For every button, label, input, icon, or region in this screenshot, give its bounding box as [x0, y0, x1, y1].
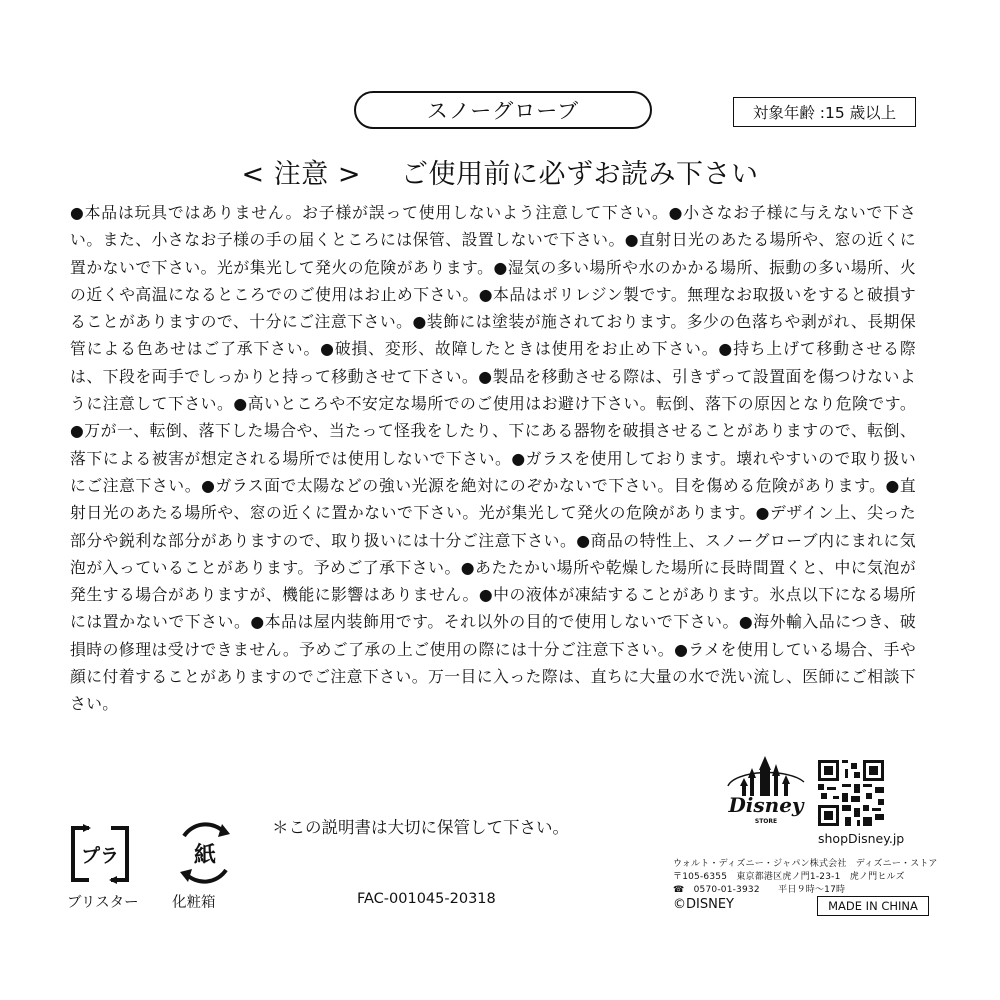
castle-logo-icon — [720, 756, 812, 826]
product-name-label — [354, 91, 652, 129]
company-phone: ☎ 0570-01-3932 平日９時～17時 — [673, 885, 846, 895]
shop-url: shopDisney.jp — [818, 831, 905, 846]
product-code: FAC-001045-20318 — [357, 891, 496, 907]
paper-recycle-icon — [172, 820, 238, 884]
logo-sub-text: STORE — [754, 818, 778, 825]
paper-label: 化粧箱 — [172, 895, 216, 911]
caution-body-text: ●本品は玩具ではありません。お子様が誤って使用しないよう注意して下さい。●小さなお子様に与えないで下さい。また、小さなお子様の手の届くところには保管、設置しないで下さい。●直射日光のあたる場所や、窓の近くに置かないで下さい。光が集光して発火の危険があります。●湿気の多い場所や水のかかる場所、振動の多い場所、火の近くや高温になるところでのご使用はお止め下さい。●本品はポリレジン製です。無理なお取扱いをすると破損することがありますので、十分にご注意下さい。●装飾には塗装が施されております。多少の色落ちや剥がれ、長期保管による色あせはご了承下さい。●破損、変形、故障したときは使用をお止め下さい。●持ち上げて移動させる際は、下段を両手でしっかりと持って移動させて下さい。●製品を移動させる際は、引きずって設置面を傷つけないように注意して下さい。●高いところや不安定な場所でのご使用はお避け下さい。転倒、落下の原因となり危険です。●万が一、転倒、落下した場合や、当たって怪我をしたり、下にある器物を破損させることがありますので、転倒、落下による被害が想定される場所では使用しないで下さい。●ガラスを使用しております。壊れやすいので取り扱いにご注意下さい。●ガラス面で太陽などの強い光源を絶対にのぞかないで下さい。目を傷める危険があります。●直射日光のあたる場所や、窓の近くに置かないで下さい。光が集光して発火の危険があります。●デザイン上、尖った部分や鋭利な部分がありますので、取り扱いには十分ご注意下さい。●商品の特性上、スノーグローブ内にまれに気泡が入っていることがあります。予めご了承下さい。●あたたかい場所や乾燥した場所に長時間置くと、中に気泡が発生する場合がありますが、機能に影響はありません。●中の液体が凍結することがあります。氷点以下になる場所には置かないで下さい。●本品は屋内装飾用です。それ以外の目的で使用しないで下さい。●海外輸入品につき、破損時の修理は受けできません。予めご了承の上ご使用の際には十分ご注意下さい。●ラメを使用している場合、手や顔に付着することがありますのでご注意下さい。万一目に入った際は、直ちに大量の水で洗い流し、医師にご相談下さい。 — [70, 203, 916, 714]
product-name: スノーグローブ — [426, 99, 580, 123]
keep-instructions-note: ＊この説明書は大切に保管して下さい。 — [272, 818, 569, 837]
logo-brand-text: Disney — [728, 793, 804, 817]
company-name: ウォルト・ディズニー・ジャパン株式会社 ディズニー・ストア — [673, 859, 938, 869]
caution-title: < 注意 > — [241, 159, 361, 190]
caution-subtitle: ご使用前に必ずお読み下さい — [400, 159, 759, 190]
company-address: 〒105-6355 東京都港区虎ノ門1-23-1 虎ノ門ヒルズ — [673, 872, 905, 882]
plastic-label: ブリスター — [67, 895, 139, 911]
caution-header — [0, 152, 1000, 192]
plastic-recycle-icon — [67, 822, 133, 886]
made-in-text: MADE IN CHINA — [828, 899, 918, 913]
age-rating-text: 対象年齢 :15 歳以上 — [752, 104, 897, 122]
age-rating-box — [733, 97, 916, 127]
made-in-box — [817, 896, 929, 916]
qr-code-icon — [818, 760, 884, 826]
copyright-text: ©DISNEY — [673, 897, 734, 912]
plastic-mark-text: プラ — [80, 845, 120, 867]
paper-mark-text: 紙 — [193, 843, 217, 868]
